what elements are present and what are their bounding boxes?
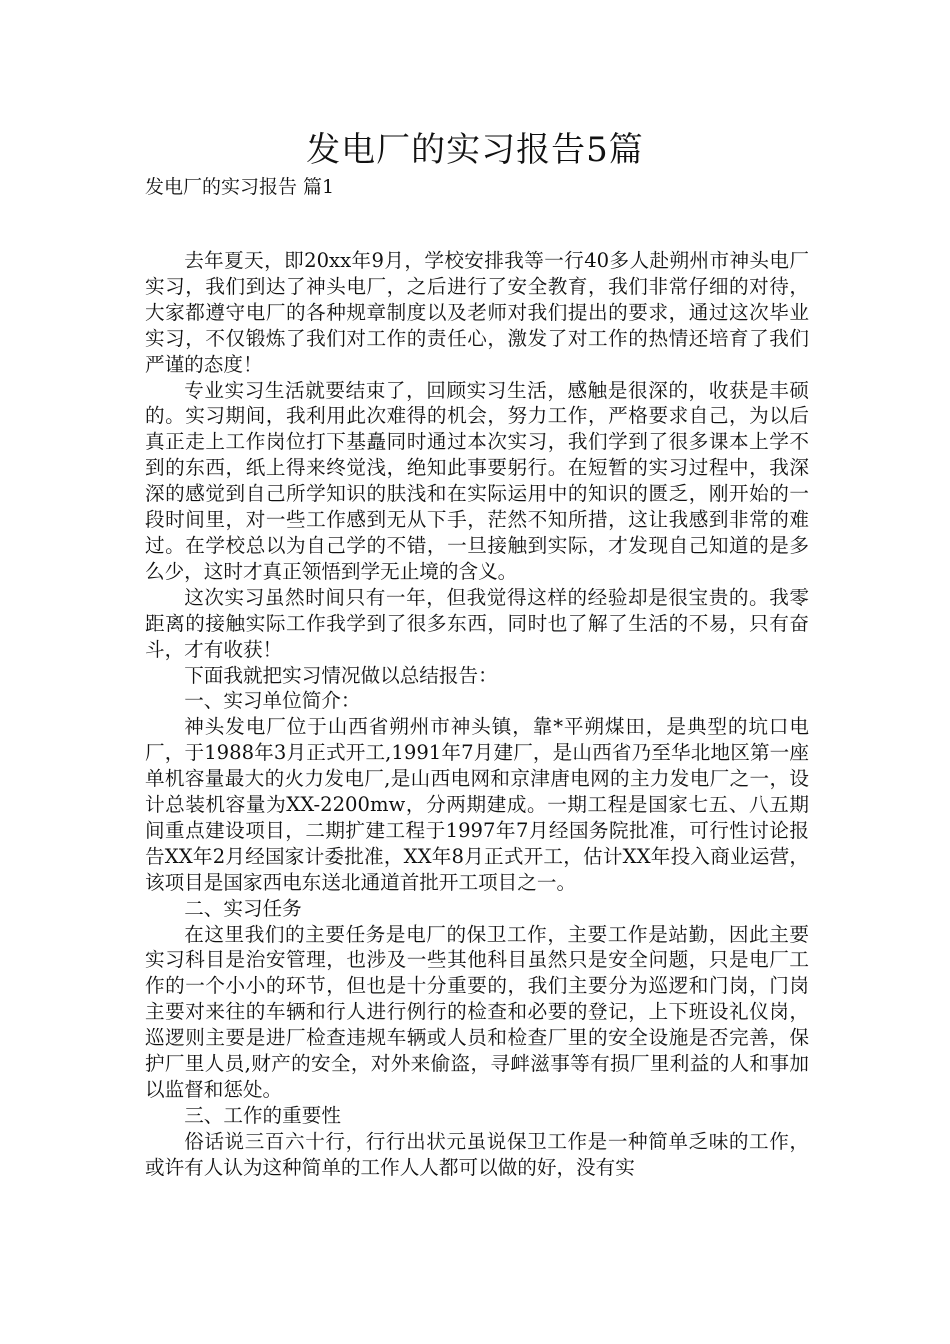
- section-heading: 发电厂的实习报告 篇1: [145, 176, 335, 198]
- subsection-heading: 一、实习单位简介：: [184, 689, 361, 713]
- paragraph: 下面我就把实习情况做以总结报告：: [184, 663, 498, 687]
- paragraph: 这次实习虽然时间只有一年，但我觉得这样的经验却是很宝贵的。我零距离的接触实际工作我学到了很多东西，同时也了解了生活的不易，只有奋斗，才有收获！: [145, 585, 809, 661]
- subsection-heading: 二、实习任务: [184, 896, 302, 920]
- paragraph: 俗话说三百六十行，行行出状元虽说保卫工作是一种简单乏味的工作，或许有人认为这种简单的工作人人都可以做的好，没有实: [145, 1129, 809, 1179]
- paragraph: 神头发电厂位于山西省朔州市神头镇，靠*平朔煤田，是典型的坑口电厂，于1988年3月正式开工,1991年7月建厂，是山西省乃至华北地区第一座单机容量最大的火力发电厂,是山西电网和京津唐电网的主力发电厂之一，设计总装机容量为XX-2200mw，分两期建成。一期工程是国家七五、八五期间重点建设项目，二期扩建工程于1997年7月经国务院批准，可行性讨论报告XX年2月经国家计委批准，XX年8月正式开工，估计XX年投入商业运营，该项目是国家西电东送北通道首批开工项目之一。: [145, 715, 809, 894]
- paragraph: 去年夏天，即20xx年9月，学校安排我等一行40多人赴朔州市神头电厂实习，我们到达了神头电厂，之后进行了安全教育，我们非常仔细的对待，大家都遵守电厂的各种规章制度以及老师对我们提出的要求，通过这次毕业实习，不仅锻炼了我们对工作的责任心，激发了对工作的热情还培育了我们严谨的态度！: [145, 249, 809, 376]
- paragraph: 专业实习生活就要结束了，回顾实习生活，感触是很深的，收获是丰硕的。实习期间，我利用此次难得的机会，努力工作，严格要求自己，为以后真正走上工作岗位打下基矗同时通过本次实习，我们学到了很多课本上学不到的东西，纸上得来终觉浅，绝知此事要躬行。在短暂的实习过程中，我深深的感觉到自己所学知识的肤浅和在实际运用中的知识的匮乏，刚开始的一段时间里，对一些工作感到无从下手，茫然不知所措，这让我感到非常的难过。在学校总以为自己学的不错，一旦接触到实际，才发现自己知道的是多么少，这时才真正领悟到学无止境的含义。: [145, 378, 809, 583]
- document-body: [145, 248, 809, 1181]
- paragraph: 在这里我们的主要任务是电厂的保卫工作，主要工作是站勤，因此主要实习科目是治安管理，也涉及一些其他科目虽然只是安全问题，只是电厂工作的一个小小的环节，但也是十分重要的，我们主要分为巡逻和门岗，门岗主要对来往的车辆和行人进行例行的检查和必要的登记，上下班设礼仪岗，巡逻则主要是进厂检查违规车辆或人员和检查厂里的安全设施是否完善，保护厂里人员,财产的安全，对外来偷盗，寻衅滋事等有损厂里利益的人和事加以监督和惩处。: [145, 922, 809, 1101]
- document-title: 发电厂的实习报告5篇: [306, 130, 644, 170]
- subsection-heading: 三、工作的重要性: [184, 1103, 341, 1127]
